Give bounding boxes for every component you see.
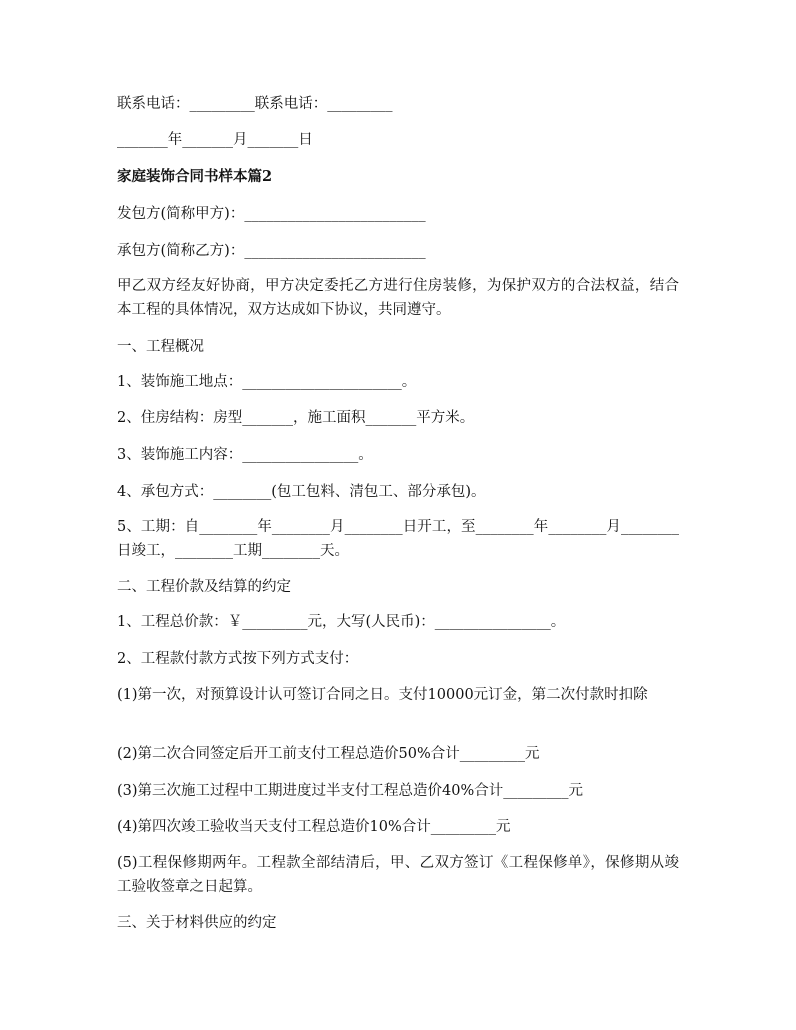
contact-phone-line: 联系电话：_________联系电话：_________ bbox=[117, 96, 393, 112]
item-schedule: 5、工期：自________年________月________日开工，至________年________月________日竣工，________工期________天。 bbox=[117, 519, 679, 559]
intro-paragraph: 甲乙双方经友好协商，甲方决定委托乙方进行住房装修，为保护双方的合法权益，结合本工程的具体情况，双方达成如下协议，共同遵守。 bbox=[117, 278, 679, 318]
item-contract-method: 4、承包方式：________(包工包料、清包工、部分承包)。 bbox=[117, 484, 486, 500]
heading-materials: 三、关于材料供应的约定 bbox=[117, 915, 277, 931]
item-construction-location: 1、装饰施工地点：______________________。 bbox=[117, 374, 417, 390]
party-a-line: 发包方(简称甲方)：_________________________ bbox=[117, 206, 426, 222]
warranty-paragraph: (5)工程保修期两年。工程款全部结清后，甲、乙双方签订《工程保修单》，保修期从竣工验收签章之日起算。 bbox=[117, 855, 679, 895]
item-construction-content: 3、装饰施工内容：________________。 bbox=[117, 447, 373, 463]
payment-step-3: (3)第三次施工过程中工期进度过半支付工程总造价40%合计_________元 bbox=[117, 783, 584, 799]
date-line: _______年_______月_______日 bbox=[117, 132, 313, 148]
item-housing-structure: 2、住房结构：房型_______，施工面积_______平方米。 bbox=[117, 410, 475, 426]
payment-step-1: (1)第一次，对预算设计认可签订合同之日。支付10000元订金，第二次付款时扣除 bbox=[117, 687, 648, 703]
section-title: 家庭装饰合同书样本篇2 bbox=[117, 168, 273, 185]
heading-project-overview: 一、工程概况 bbox=[117, 339, 204, 355]
item-payment-method: 2、工程款付款方式按下列方式支付： bbox=[117, 651, 359, 667]
item-total-price: 1、工程总价款：￥_________元，大写(人民币)：________________。 bbox=[117, 614, 566, 630]
party-b-line: 承包方(简称乙方)：_________________________ bbox=[117, 243, 426, 259]
payment-step-4: (4)第四次竣工验收当天支付工程总造价10%合计_________元 bbox=[117, 819, 511, 835]
payment-step-2: (2)第二次合同签定后开工前支付工程总造价50%合计_________元 bbox=[117, 746, 540, 762]
heading-payment: 二、工程价款及结算的约定 bbox=[117, 579, 291, 595]
